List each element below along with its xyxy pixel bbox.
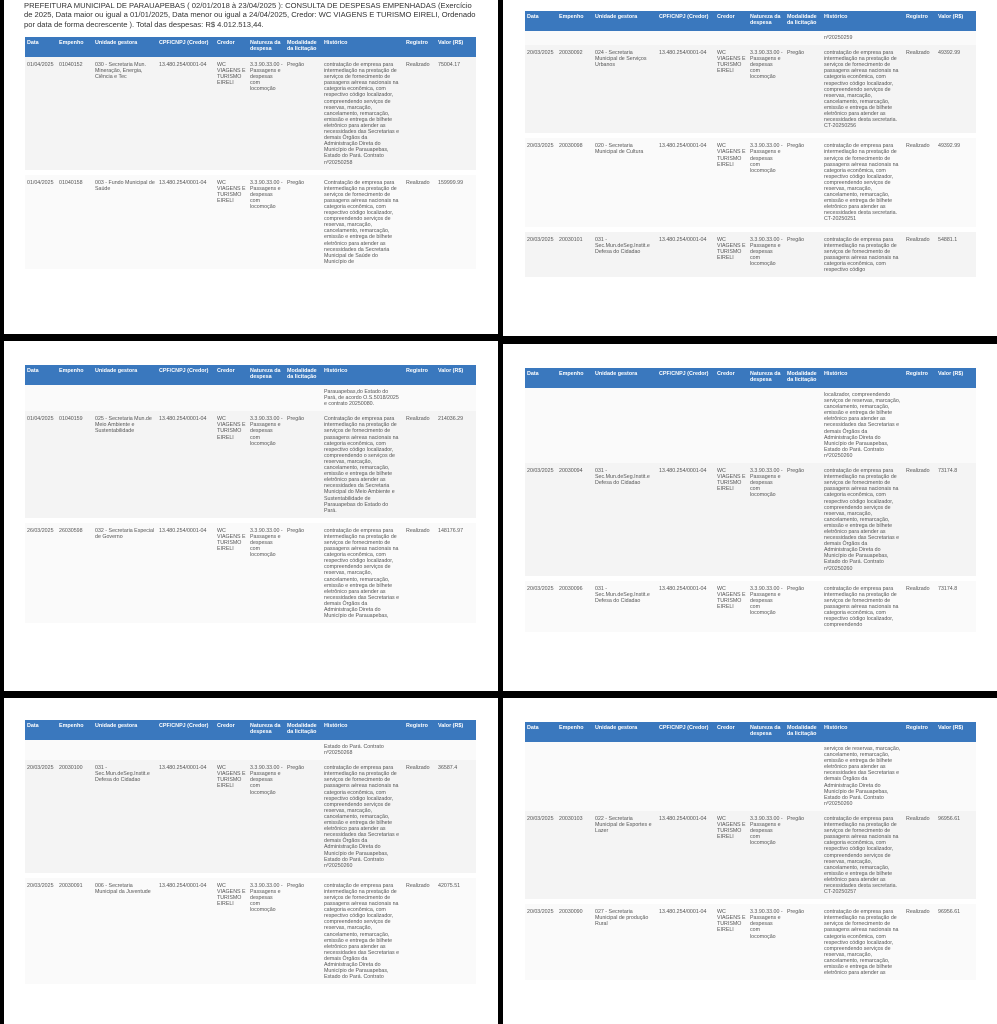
page-2 (503, 0, 997, 336)
column-header-empenho: Empenho (57, 365, 93, 385)
historico-cell: contratação de empresa para intermediação na prestação de serviços de fornecimento de passagens aéreas nacionais na categoria econômica, com respectivo código (822, 229, 904, 280)
credor-cell: WC VIAGENS E TURISMO EIRELI (215, 172, 248, 271)
natureza-cell: 3.3.90.33.00 - Passagens e despesas com locomoção (748, 578, 785, 635)
column-header-unidade: Unidade gestora (93, 365, 157, 385)
cpf-cell: 13.480.254/0001-04 (157, 172, 215, 271)
column-header-registro: Registro (404, 720, 436, 740)
credor-cell: WC VIAGENS E TURISMO EIRELI (215, 520, 248, 625)
table-row-continuation (525, 31, 976, 45)
column-header-empenho: Empenho (557, 722, 593, 742)
table-row (25, 57, 476, 172)
empenho-cell: 01040158 (57, 172, 93, 271)
unidade-cell: 031 - Sec.Mun.deSeg.Instit.e Defesa do Cidadao (593, 578, 657, 635)
natureza-cell: 3.3.90.33.00 - Passagens e despesas com locomoção (248, 520, 285, 625)
registro-cell: Realizado (404, 172, 436, 271)
historico-continuation-cell: Parauapebas,do Estado do Pará, de acordo O.S.5018/2025 e contrato 20250080. (322, 385, 404, 411)
valor-cell: 42075.51 (436, 875, 476, 987)
historico-continuation-cell: serviços de reservas, marcação, cancelamento, remarcação, emissão e entrega de bilhete eletrônico para atender as necessidades das Secretarias e demais Órgãos da Administração Direta do Município de Parauapebas, Estado do Pará. Contrato nº20250260 (822, 742, 904, 811)
column-header-unidade: Unidade gestora (93, 720, 157, 740)
historico-cell: contratação de empresa para intermediação na prestação de serviços de fornecimento de passagens aéreas nacionais na categoria econômica, com respectivo código localizador, compreendendo serviços de reservas, marcação, cancelamento, remarcação, emissão e entrega de bilhete eletrônico para atender as necessidades das Secretarias e demais Órgãos da Administração Direta do Município de Parauapebas, Estado do Pará. Contrato nº20250260 (322, 760, 404, 875)
unidade-cell: 031 - Sec.Mun.deSeg.Instit.e Defesa do Cidadao (593, 229, 657, 280)
empenho-cell: 20030092 (557, 45, 593, 136)
natureza-cell: 3.3.90.33.00 - Passagens e despesas com locomoção (248, 57, 285, 172)
credor-cell: WC VIAGENS E TURISMO EIRELI (715, 463, 748, 578)
cpf-cell: 13.480.254/0001-04 (657, 136, 715, 229)
column-header-date: Data (525, 722, 557, 742)
date-cell: 20/03/2025 (25, 760, 57, 875)
credor-cell: WC VIAGENS E TURISMO EIRELI (715, 811, 748, 902)
natureza-cell: 3.3.90.33.00 - Passagens e despesas com locomoção (248, 760, 285, 875)
date-cell: 01/04/2025 (25, 172, 57, 271)
registro-cell: Realizado (904, 811, 936, 902)
historico-cell: contratação de empresa para intermediação na prestação de serviços de fornecimento de passagens aéreas nacionais na categoria econômica, com respectivo código localizador, compreendendo serviços de reservas, marcação, cancelamento, remarcação, emissão e entrega de bilhete eletrônico para atender as necessidades desta secretaria. CT-20250257 (822, 811, 904, 902)
column-header-natureza: Natureza da despesa (248, 365, 285, 385)
column-header-unidade: Unidade gestora (593, 368, 657, 388)
credor-cell: WC VIAGENS E TURISMO EIRELI (715, 45, 748, 136)
credor-cell: WC VIAGENS E TURISMO EIRELI (715, 229, 748, 280)
credor-cell: WC VIAGENS E TURISMO EIRELI (215, 760, 248, 875)
modalidade-cell: Pregão (785, 811, 822, 902)
column-header-date: Data (525, 11, 557, 31)
unidade-cell: 006 - Secretaria Municipal da Juventude (93, 875, 157, 987)
empenho-cell: 26030598 (57, 520, 93, 625)
table-header-row (525, 11, 976, 31)
column-header-credor: Credor (715, 368, 748, 388)
valor-cell: 214036.29 (436, 411, 476, 520)
date-cell: 20/03/2025 (525, 136, 557, 229)
historico-cell: contratação de empresa para intermediação na prestação de serviços de fornecimento de passagens aéreas nacionais na categoria econômica, com respectivo código localizador, compreendendo serviços de reservas, marcação, cancelamento, remarcação, emissão e entrega de bilhete eletrônico para atender as necessidades desta secretaria. CT-20250251 (822, 136, 904, 229)
modalidade-cell: Pregão (785, 463, 822, 578)
natureza-cell: 3.3.90.33.00 - Passagens e despesas com locomoção (748, 229, 785, 280)
column-header-cpf: CPF/CNPJ (Credor) (657, 368, 715, 388)
column-header-valor: Valor (R$) (936, 722, 976, 742)
report-title: PREFEITURA MUNICIPAL DE PARAUAPEBAS ( 02/01/2018 à 23/04/2025 ): CONSULTA DE DESPESAS EMPENHADAS (Exercício de 2025, Data maior ou igual a 01/01/2025, Data menor ou igual a 24/04/2025, Credor: WC VIAGENS E TURISMO EIRELI, Ordenado por data de forma decrescente ). Total das despesas: R$ 4.012.513,44. (24, 1, 476, 29)
column-header-modalidade: Modalidade da licitação (285, 365, 322, 385)
valor-cell: 148176.97 (436, 520, 476, 625)
cpf-cell: 13.480.254/0001-04 (157, 875, 215, 987)
valor-cell: 96956.61 (936, 902, 976, 983)
unidade-cell: 030 - Secretaria Mun. Mineração, Energia, Ciência e Tec (93, 57, 157, 172)
column-header-historico: Histórico (322, 37, 404, 57)
registro-cell: Realizado (404, 411, 436, 520)
column-header-historico: Histórico (322, 720, 404, 740)
column-header-natureza: Natureza da despesa (748, 722, 785, 742)
registro-cell: Realizado (404, 57, 436, 172)
expenses-table (525, 368, 976, 637)
column-header-cpf: CPF/CNPJ (Credor) (157, 37, 215, 57)
column-header-natureza: Natureza da despesa (248, 720, 285, 740)
valor-cell: 54881.1 (936, 229, 976, 280)
historico-cell: contratação de empresa para intermediação na prestação de serviços de fornecimento de passagens aéreas nacionais na categoria econômica, com respectivo código localizador, compreendendo serviços de reservas, marcação, cancelamento, remarcação, emissão e entrega de bilhete eletrônico para atender as (822, 902, 904, 983)
unidade-cell: 024 - Secretaria Municipal de Serviços Urbanos (593, 45, 657, 136)
empenho-cell: 01040152 (57, 57, 93, 172)
natureza-cell: 3.3.90.33.00 - Passagens e despesas com locomoção (748, 45, 785, 136)
table-row (525, 463, 976, 578)
column-header-date: Data (25, 37, 57, 57)
table-row (25, 411, 476, 520)
date-cell: 20/03/2025 (525, 578, 557, 635)
natureza-cell: 3.3.90.33.00 - Passagens e despesas com locomoção (248, 411, 285, 520)
modalidade-cell: Pregão (285, 875, 322, 987)
table-row-continuation (525, 742, 976, 811)
table-row (525, 45, 976, 136)
column-header-credor: Credor (215, 37, 248, 57)
table-header-row (525, 368, 976, 388)
column-header-registro: Registro (904, 368, 936, 388)
date-cell: 20/03/2025 (525, 902, 557, 983)
column-header-cpf: CPF/CNPJ (Credor) (157, 720, 215, 740)
historico-cell: Contratação de empresa para intermediação na prestação de serviços de fornecimento de passagens aéreas nacionais na categoria econômica, com respectivo código localizador, compreendendo o serviços de reservas, marcação, cancelamento, remarcação, emissão e entrega de bilhete eletrônico para atender as necessidades da Secretaria Municipal do Meio Ambiente e Sustentabilidade de Parauapebas do Estado do Pará. (322, 411, 404, 520)
unidade-cell: 020 - Secretaria Municipal de Cultura (593, 136, 657, 229)
column-header-date: Data (525, 368, 557, 388)
column-header-unidade: Unidade gestora (593, 722, 657, 742)
column-header-valor: Valor (R$) (936, 11, 976, 31)
cpf-cell: 13.480.254/0001-04 (157, 411, 215, 520)
column-header-historico: Histórico (322, 365, 404, 385)
table-row-continuation (25, 385, 476, 411)
table-row (525, 578, 976, 635)
valor-cell: 36587.4 (436, 760, 476, 875)
column-header-modalidade: Modalidade da licitação (785, 722, 822, 742)
empenho-cell: 20030103 (557, 811, 593, 902)
valor-cell: 159999.99 (436, 172, 476, 271)
column-header-modalidade: Modalidade da licitação (285, 37, 322, 57)
natureza-cell: 3.3.90.33.00 - Passagens e despesas com locomoção (248, 172, 285, 271)
historico-cell: Contratação de empresa para intermediação na prestação de serviços de fornecimento de passagens aéreas nacionais na categoria econômica, com respectivo código localizador, compreendendo serviços de reservas, marcação, cancelamento, remarcação, emissão e entrega de bilhete eletrônico para atender as necessidades da Secretaria Municipal de Saúde do Município de (322, 172, 404, 271)
valor-cell: 73174.8 (936, 463, 976, 578)
column-header-registro: Registro (404, 37, 436, 57)
registro-cell: Realizado (904, 902, 936, 983)
column-header-historico: Histórico (822, 11, 904, 31)
table-row (525, 136, 976, 229)
cpf-cell: 13.480.254/0001-04 (657, 45, 715, 136)
table-row-continuation (25, 740, 476, 760)
registro-cell: Realizado (404, 760, 436, 875)
cpf-cell: 13.480.254/0001-04 (657, 463, 715, 578)
column-header-modalidade: Modalidade da licitação (285, 720, 322, 740)
cpf-cell: 13.480.254/0001-04 (157, 57, 215, 172)
empenho-cell: 20030100 (57, 760, 93, 875)
empenho-cell: 20030090 (557, 902, 593, 983)
registro-cell: Realizado (904, 136, 936, 229)
natureza-cell: 3.3.90.33.00 - Passagens e despesas com locomoção (748, 811, 785, 902)
column-header-modalidade: Modalidade da licitação (785, 368, 822, 388)
modalidade-cell: Pregão (785, 136, 822, 229)
natureza-cell: 3.3.90.33.00 - Passagens e despesas com locomoção (748, 136, 785, 229)
empenho-cell: 20030096 (557, 578, 593, 635)
table-header-row (25, 37, 476, 57)
column-header-cpf: CPF/CNPJ (Credor) (657, 11, 715, 31)
historico-cell: contratação de empresa para intermediação na prestação de serviços de fornecimento de passagens aéreas nacionais na categoria econômica, com respectivo código localizador, compreendendo serviços de reservas, marcação, cancelamento, remarcação, emissão e entrega de bilhete eletrônico para atender as necessidades desta secretaria. CT-20250256 (822, 45, 904, 136)
cpf-cell: 13.480.254/0001-04 (157, 520, 215, 625)
registro-cell: Realizado (904, 463, 936, 578)
expenses-table (25, 720, 476, 989)
natureza-cell: 3.3.90.33.00 - Passagens e despesas com locomoção (748, 902, 785, 983)
modalidade-cell: Pregão (785, 229, 822, 280)
column-header-empenho: Empenho (57, 720, 93, 740)
unidade-cell: 031 - Sec.Mun.deSeg.Instit.e Defesa do Cidadao (93, 760, 157, 875)
cpf-cell: 13.480.254/0001-04 (157, 760, 215, 875)
date-cell: 20/03/2025 (25, 875, 57, 987)
cpf-cell: 13.480.254/0001-04 (657, 578, 715, 635)
column-header-historico: Histórico (822, 722, 904, 742)
valor-cell: 49392.99 (936, 45, 976, 136)
table-row (525, 902, 976, 983)
page-4 (503, 344, 997, 691)
empenho-cell: 20030091 (57, 875, 93, 987)
expenses-table (25, 365, 476, 628)
table-header-row (25, 720, 476, 740)
expenses-table (25, 37, 476, 274)
credor-cell: WC VIAGENS E TURISMO EIRELI (715, 902, 748, 983)
column-header-valor: Valor (R$) (436, 37, 476, 57)
column-header-unidade: Unidade gestora (93, 37, 157, 57)
date-cell: 01/04/2025 (25, 57, 57, 172)
column-header-empenho: Empenho (57, 37, 93, 57)
column-header-empenho: Empenho (557, 11, 593, 31)
cpf-cell: 13.480.254/0001-04 (657, 811, 715, 902)
modalidade-cell: Pregão (285, 760, 322, 875)
historico-cell: contratação de empresa para intermediação na prestação de serviços de fornecimento de passagens aéreas nacionais na categoria econômica, com respectivo código localizador, compreendendo (822, 578, 904, 635)
column-header-date: Data (25, 365, 57, 385)
unidade-cell: 032 - Secretaria Especial de Governo (93, 520, 157, 625)
date-cell: 20/03/2025 (525, 45, 557, 136)
cpf-cell: 13.480.254/0001-04 (657, 902, 715, 983)
column-header-valor: Valor (R$) (436, 365, 476, 385)
column-header-empenho: Empenho (557, 368, 593, 388)
empenho-cell: 20030094 (557, 463, 593, 578)
unidade-cell: 025 - Secretaria Mun.de Meio Ambiente e Sustentabilidade (93, 411, 157, 520)
page-3 (4, 341, 498, 691)
column-header-credor: Credor (215, 720, 248, 740)
registro-cell: Realizado (904, 45, 936, 136)
expenses-table (525, 722, 976, 985)
table-header-row (525, 722, 976, 742)
column-header-natureza: Natureza da despesa (248, 37, 285, 57)
table-row (25, 172, 476, 271)
historico-cell: contratação de empresa para intermediação na prestação de serviços de fornecimento de passagens aéreas nacionais na categoria econômica, com respectivo código localizador, compreendendo serviços de reservas, marcação, cancelamento, remarcação, emissão e entrega de bilhete eletrônico para atender as necessidades das Secretarias e demais Órgãos da Administração Direta do Município de Parauapebas, (322, 520, 404, 625)
modalidade-cell: Pregão (285, 57, 322, 172)
column-header-credor: Credor (715, 722, 748, 742)
credor-cell: WC VIAGENS E TURISMO EIRELI (215, 57, 248, 172)
unidade-cell: 003 - Fundo Municipal de Saúde (93, 172, 157, 271)
cpf-cell: 13.480.254/0001-04 (657, 229, 715, 280)
modalidade-cell: Pregão (785, 45, 822, 136)
column-header-historico: Histórico (822, 368, 904, 388)
column-header-credor: Credor (715, 11, 748, 31)
expenses-table (525, 11, 976, 282)
historico-continuation-cell: nº20250259 (822, 31, 904, 45)
date-cell: 01/04/2025 (25, 411, 57, 520)
valor-cell: 49392.99 (936, 136, 976, 229)
column-header-registro: Registro (904, 722, 936, 742)
table-row (25, 875, 476, 987)
column-header-registro: Registro (904, 11, 936, 31)
table-header-row (25, 365, 476, 385)
credor-cell: WC VIAGENS E TURISMO EIRELI (215, 411, 248, 520)
page-1 (4, 0, 498, 334)
column-header-cpf: CPF/CNPJ (Credor) (157, 365, 215, 385)
registro-cell: Realizado (404, 875, 436, 987)
unidade-cell: 027 - Secretaria Municipal de produção Rural (593, 902, 657, 983)
valor-cell: 96956.61 (936, 811, 976, 902)
column-header-date: Data (25, 720, 57, 740)
historico-cell: contratação de empresa para intermediação na prestação de serviços de fornecimento de passagens aéreas nacionais na categoria econômica, com respectivo código localizador, compreendendo serviços de reservas, marcação, cancelamento, remarcação, emissão e entrega de bilhete eletrônico para atender as necessidades das Secretarias e demais Órgãos da Administração Direta do Município de Parauapebas, Estado do Pará. Contrato (322, 875, 404, 987)
credor-cell: WC VIAGENS E TURISMO EIRELI (715, 136, 748, 229)
page-6 (503, 698, 997, 1024)
valor-cell: 73174.8 (936, 578, 976, 635)
date-cell: 26/03/2025 (25, 520, 57, 625)
column-header-credor: Credor (215, 365, 248, 385)
modalidade-cell: Pregão (285, 172, 322, 271)
natureza-cell: 3.3.90.33.00 - Passagens e despesas com locomoção (248, 875, 285, 987)
registro-cell: Realizado (404, 520, 436, 625)
column-header-natureza: Natureza da despesa (748, 368, 785, 388)
historico-continuation-cell: localizador, compreendendo serviços de reservas, marcação, cancelamento, remarcação, emissão e entrega de bilhete eletrônico para atender as necessidades das Secretarias e demais Órgãos da Administração Direta do Município de Parauapebas, Estado do Pará. Contrato nº20250260 (822, 388, 904, 463)
modalidade-cell: Pregão (285, 411, 322, 520)
column-header-modalidade: Modalidade da licitação (785, 11, 822, 31)
natureza-cell: 3.3.90.33.00 - Passagens e despesas com locomoção (748, 463, 785, 578)
credor-cell: WC VIAGENS E TURISMO EIRELI (715, 578, 748, 635)
modalidade-cell: Pregão (785, 578, 822, 635)
column-header-registro: Registro (404, 365, 436, 385)
valor-cell: 75004.17 (436, 57, 476, 172)
table-row-continuation (525, 388, 976, 463)
historico-cell: contratação de empresa para intermediação na prestação de serviços de fornecimento de passagens aéreas nacionais na categoria econômica, com respectivo código localizador, compreendendo serviços de reservas, marcação, cancelamento, remarcação, emissão e entrega de bilhete eletrônico para atender as necessidades das Secretarias e demais Órgãos da Administração Direta do Município de Parauapebas, Estado do Pará. Contrato nº20250258 (322, 57, 404, 172)
historico-continuation-cell: Estado do Pará. Contrato nº20250268 (322, 740, 404, 760)
table-row (25, 520, 476, 625)
modalidade-cell: Pregão (785, 902, 822, 983)
date-cell: 20/03/2025 (525, 463, 557, 578)
date-cell: 20/03/2025 (525, 811, 557, 902)
table-row (525, 229, 976, 280)
date-cell: 20/03/2025 (525, 229, 557, 280)
unidade-cell: 022 - Secretaria Municipal de Esportes e Lazer (593, 811, 657, 902)
registro-cell: Realizado (904, 229, 936, 280)
table-row (525, 811, 976, 902)
credor-cell: WC VIAGENS E TURISMO EIRELI (215, 875, 248, 987)
page-5 (4, 698, 498, 1024)
table-row (25, 760, 476, 875)
column-header-valor: Valor (R$) (436, 720, 476, 740)
empenho-cell: 20030101 (557, 229, 593, 280)
column-header-cpf: CPF/CNPJ (Credor) (657, 722, 715, 742)
unidade-cell: 031 - Sec.Mun.deSeg.Instit.e Defesa do Cidadao (593, 463, 657, 578)
empenho-cell: 20030098 (557, 136, 593, 229)
column-header-valor: Valor (R$) (936, 368, 976, 388)
column-header-unidade: Unidade gestora (593, 11, 657, 31)
historico-cell: contratação de empresa para intermediação na prestação de serviços de fornecimento de passagens aéreas nacionais na categoria econômica, com respectivo código localizador, compreendendo serviços de reservas, marcação, cancelamento, remarcação, emissão e entrega de bilhete eletrônico para atender as necessidades das Secretarias e demais Órgãos da Administração Direta do Município de Parauapebas, Estado do Pará. Contrato nº20250260 (822, 463, 904, 578)
empenho-cell: 01040159 (57, 411, 93, 520)
column-header-natureza: Natureza da despesa (748, 11, 785, 31)
registro-cell: Realizado (904, 578, 936, 635)
modalidade-cell: Pregão (285, 520, 322, 625)
